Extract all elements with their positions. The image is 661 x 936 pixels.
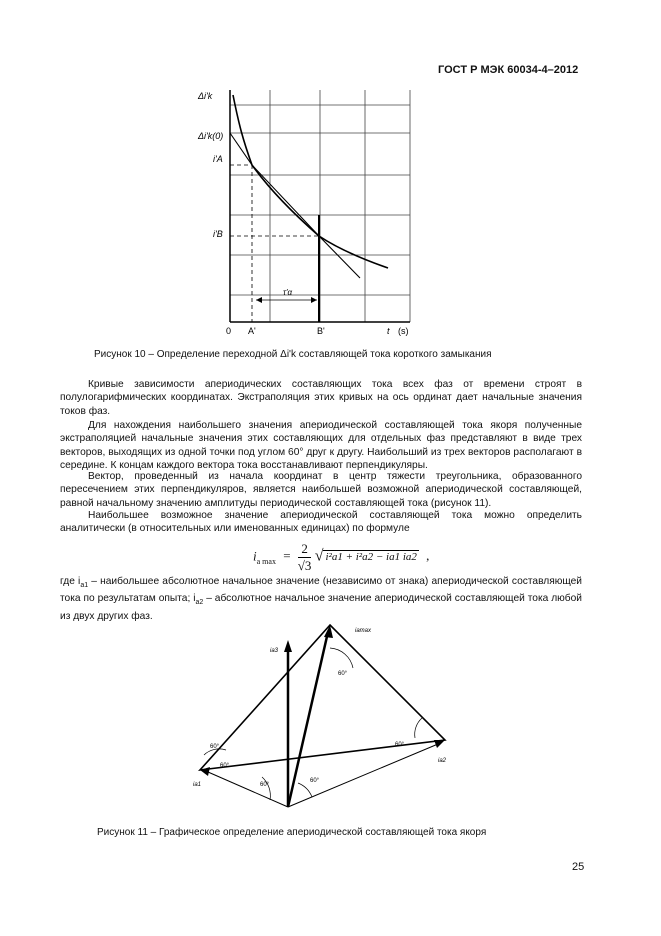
extrapolation-line bbox=[230, 133, 360, 278]
label-s: (s) bbox=[398, 326, 409, 336]
p5-a: где i bbox=[60, 576, 81, 587]
figure-11-caption: Рисунок 11 – Графическое определение апериодической составляющей тока якоря bbox=[97, 827, 487, 838]
p5-sub-a1: a1 bbox=[80, 582, 89, 590]
p5-sub-a2: a2 bbox=[195, 599, 204, 607]
formula-lhs-sub: a max bbox=[256, 557, 276, 567]
label-a: A' bbox=[248, 326, 256, 336]
triangle bbox=[200, 625, 445, 770]
paragraph-3: Вектор, проведенный из начала координат в центр тяжести треугольника, образованного пересечением этих перпендикуляров, является наибольшей возможной апериодической составляющей, равной начальному значению амплитуды периодической составляющей тока (рисунок 11). bbox=[60, 471, 582, 509]
formula-tail: , bbox=[426, 548, 430, 564]
label-ia: i'A bbox=[213, 154, 223, 164]
label-ik: Δi'k bbox=[198, 91, 213, 101]
formula-eq: = bbox=[283, 548, 291, 564]
page-number: 25 bbox=[572, 861, 585, 873]
label-ia2: ia2 bbox=[438, 758, 447, 764]
formula-numerator: 2 bbox=[298, 541, 312, 558]
p5-c: – наибольшее абсолютное начальное значение (независимо от знака) апериодической составляющей тока по результатам опыта; i bbox=[60, 576, 582, 605]
label-ik0: Δi'k(0) bbox=[198, 131, 224, 141]
label-tau: τ'α bbox=[283, 288, 293, 297]
paragraph-2: Для нахождения наибольшего значения апериодической составляющей тока якоря полученные экстраполяцией начальные значения этих составляющих для отдельных фаз представляют в виде трех векторов, выходящих из одной точки под углом 60° друг к другу. Наибольший из трех векторов располагают в середине. К концам каждого вектора тока восстанавливают перпендикуляры. bbox=[60, 420, 582, 471]
formula-radicand: i²a1 + i²a2 − ia1 ia2 bbox=[325, 551, 417, 564]
angle-arc-mid bbox=[298, 783, 312, 797]
label-angle-1: 60° bbox=[338, 671, 348, 677]
label-ib: i'B bbox=[213, 229, 223, 239]
label-zero: 0 bbox=[226, 326, 232, 336]
figure-10-graph bbox=[195, 85, 435, 340]
paragraph-5 bbox=[60, 575, 582, 623]
vector-ia1 bbox=[208, 772, 288, 807]
paragraph-4: Наибольшее возможное значение апериодической составляющей тока можно определить аналитически (в относительных или именованных единицах) по формуле bbox=[60, 510, 582, 535]
figure-10-caption: Рисунок 10 – Определение переходной Δi'k составляющей тока короткого замыкания bbox=[94, 349, 492, 360]
label-angle-5: 60° bbox=[260, 782, 270, 788]
label-ia3: ia3 bbox=[270, 648, 279, 654]
document-header: ГОСТ Р МЭК 60034-4–2012 bbox=[438, 64, 579, 76]
angle-arc-top bbox=[330, 648, 353, 668]
label-t: t bbox=[387, 326, 390, 336]
label-ia1: ia1 bbox=[193, 782, 202, 788]
vector-ia2 bbox=[288, 744, 438, 807]
angle-arc-right bbox=[415, 718, 422, 738]
label-b: B' bbox=[317, 326, 325, 336]
p5-e: – абсолютное начальное значение апериодической составляющей тока любой из двух других фаз. bbox=[60, 593, 582, 622]
label-iamax: iamax bbox=[355, 628, 372, 634]
formula-lhs: i bbox=[253, 548, 257, 564]
label-angle-3: 60° bbox=[210, 744, 220, 750]
paragraph-1: Кривые зависимости апериодических составляющих тока всех фаз от времени строят в полулогарифмических координатах. Экстраполяция этих кривых на ось ординат дает начальные значения токов фаз. bbox=[60, 379, 582, 417]
vector-iamax bbox=[288, 632, 328, 807]
formula-denominator: √3 bbox=[297, 558, 312, 573]
figure-11-vector-diagram bbox=[190, 620, 465, 820]
label-angle-6: 60° bbox=[310, 778, 320, 784]
formula: $i_{a max}$ = $\frac{2}{√3}$ √ i²a1 + i²a2 − ia1 ia2 , bbox=[253, 541, 430, 573]
label-angle-4: 60° bbox=[220, 763, 230, 769]
label-angle-2: 60° bbox=[395, 742, 405, 748]
